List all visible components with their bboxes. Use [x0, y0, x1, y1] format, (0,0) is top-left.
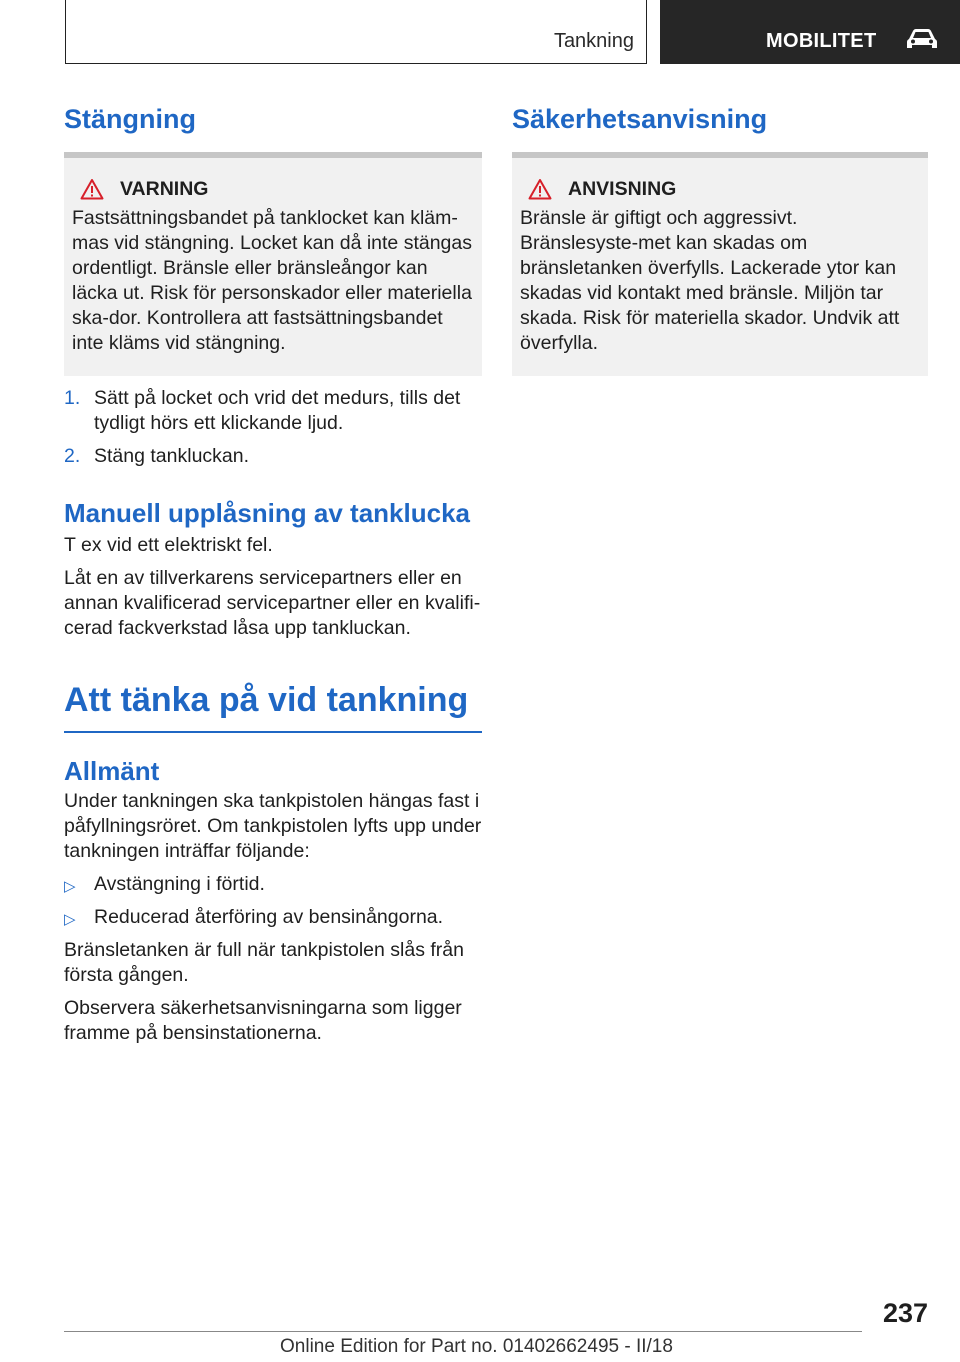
step-text: Sätt på locket och vrid det medurs, tills det tydligt hörs ett klickande ljud. [94, 387, 461, 434]
chapter-label: MOBILITET [766, 30, 877, 52]
step-item [64, 444, 482, 469]
left-column [64, 100, 482, 1046]
header-section [65, 0, 647, 64]
bullet-text: Avstängning i förtid. [94, 873, 265, 895]
notice-text: Bränsle är giftigt och aggressivt. Bränslesyste-met kan skadas om bränsletanken överfylls. Lackerade ytor kan skadas vid kontakt med bränsle. Miljön tar skada. Risk för materiella skador. Undvik att överfylla. [520, 207, 900, 354]
manual-unlock-heading: Manuell upplåsning av tanklucka [64, 498, 470, 528]
refuel-tips-heading: Att tänka på vid tankning [64, 677, 482, 733]
bullet-item [64, 905, 482, 930]
warning-title: VARNING [120, 177, 209, 200]
bullet-item [64, 872, 482, 897]
notice-title-row [528, 176, 920, 202]
observe-text: Observera säkerhetsanvisningarna som ligger framme på bensinstationerna. [64, 997, 462, 1044]
chapter-tab[interactable] [660, 0, 960, 64]
section-title: Tankning [553, 30, 634, 52]
manual-unlock-p1: T ex vid ett elektriskt fel. [64, 534, 273, 556]
warning-title-row [80, 176, 474, 202]
warning-triangle-icon [80, 178, 104, 200]
page-number: 237 [882, 1298, 928, 1328]
step-text: Stäng tankluckan. [94, 445, 250, 467]
step-number: 2. [64, 445, 81, 467]
closing-steps [64, 386, 482, 469]
safety-heading: Säkerhetsanvisning [512, 104, 768, 134]
step-item [64, 386, 482, 436]
closing-heading: Stängning [64, 104, 196, 134]
footer-edition: Online Edition for Part no. 01402662495 - II/18 [280, 1336, 673, 1357]
general-text: Under tankningen ska tankpistolen hängas fast i påfyllningsröret. Om tankpistolen lyfts upp under tankningen inträffar följande: [64, 790, 482, 862]
warning-triangle-icon [528, 178, 552, 200]
right-column [512, 100, 928, 376]
warning-text: Fastsättningsbandet på tanklocket kan kläm-mas vid stängning. Locket kan då inte stängas ordentligt. Bränsle eller bränsleångor kan läcka ut. Risk för personskador eller materiella ska-dor. Kontrollera att fastsättningsbandet inte kläms vid stängning. [72, 207, 472, 354]
general-bullets [64, 872, 482, 930]
triangle-bullet-icon: ▷ [64, 878, 76, 895]
notice-box [512, 152, 928, 376]
notice-title: ANVISNING [568, 177, 677, 200]
bullet-text: Reducerad återföring av bensinångorna. [94, 906, 444, 928]
warning-box [64, 152, 482, 376]
tank-full-text: Bränsletanken är full när tankpistolen slås från första gången. [64, 939, 464, 986]
triangle-bullet-icon: ▷ [64, 911, 76, 928]
step-number: 1. [64, 387, 81, 409]
footer-divider [64, 1331, 862, 1332]
general-heading: Allmänt [64, 756, 160, 786]
manual-unlock-p2: Låt en av tillverkarens servicepartners eller en annan kvalificerad servicepartner eller en kvalifi-cerad fackverkstad låsa upp tankluckan. [64, 567, 481, 639]
car-icon [905, 27, 939, 51]
